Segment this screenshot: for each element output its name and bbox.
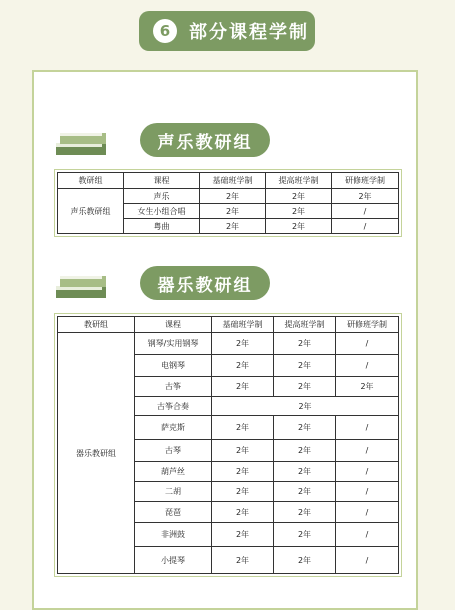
course-cell: 古筝 [135,377,212,397]
advanced-cell: 2年 [274,523,336,547]
col-header-group: 教研组 [58,317,135,333]
course-cell: 非洲鼓 [135,523,212,547]
books-icon [54,123,109,157]
research-cell: / [336,547,399,574]
research-cell: 2年 [332,189,399,204]
course-cell: 葫芦丝 [135,462,212,482]
advanced-cell: 2年 [266,189,332,204]
advanced-cell: 2年 [274,547,336,574]
research-cell: / [336,355,399,377]
research-cell: / [336,416,399,440]
advanced-cell: 2年 [266,204,332,219]
basic-cell: 2年 [200,189,266,204]
advanced-cell: 2年 [274,377,336,397]
col-header-basic: 基础班学制 [212,317,274,333]
col-header-basic: 基础班学制 [200,173,266,189]
course-cell: 二胡 [135,482,212,502]
basic-cell: 2年 [212,462,274,482]
basic-cell: 2年 [212,482,274,502]
instrument-table [57,316,399,574]
basic-cell: 2年 [212,440,274,462]
research-cell: / [332,204,399,219]
basic-cell: 2年 [200,204,266,219]
section-badge [139,11,315,51]
research-cell: / [336,482,399,502]
course-cell: 琵琶 [135,502,212,523]
basic-cell: 2年 [212,355,274,377]
col-header-advanced: 提高班学制 [274,317,336,333]
course-cell: 粤曲 [124,219,200,234]
col-header-course: 课程 [124,173,200,189]
table-header-row [58,173,399,189]
section-number: 6 [153,19,177,43]
instrument-section-title: 器乐教研组 [140,266,270,300]
merged-duration-cell: 2年 [212,397,399,416]
advanced-cell: 2年 [274,440,336,462]
course-cell: 钢琴/实用钢琴 [135,333,212,355]
research-cell: 2年 [336,377,399,397]
course-cell: 女生小组合唱 [124,204,200,219]
instrument-section-header [54,266,274,300]
col-header-advanced: 提高班学制 [266,173,332,189]
group-cell: 声乐教研组 [58,189,124,234]
course-cell: 古琴 [135,440,212,462]
advanced-cell: 2年 [274,462,336,482]
advanced-cell: 2年 [274,416,336,440]
table-row [58,333,399,355]
course-cell: 电钢琴 [135,355,212,377]
col-header-course: 课程 [135,317,212,333]
advanced-cell: 2年 [274,502,336,523]
section-title: 部分课程学制 [189,22,309,43]
basic-cell: 2年 [212,502,274,523]
research-cell: / [336,523,399,547]
basic-cell: 2年 [212,416,274,440]
course-cell: 古筝合奏 [135,397,212,416]
vocal-table [57,172,399,234]
group-cell: 器乐教研组 [58,333,135,574]
basic-cell: 2年 [212,523,274,547]
col-header-research: 研修班学制 [332,173,399,189]
course-cell: 萨克斯 [135,416,212,440]
advanced-cell: 2年 [274,355,336,377]
col-header-research: 研修班学制 [336,317,399,333]
basic-cell: 2年 [212,377,274,397]
advanced-cell: 2年 [274,482,336,502]
vocal-section-header [54,123,274,157]
advanced-cell: 2年 [274,333,336,355]
research-cell: / [336,440,399,462]
research-cell: / [332,219,399,234]
col-header-group: 教研组 [58,173,124,189]
basic-cell: 2年 [200,219,266,234]
course-cell: 声乐 [124,189,200,204]
research-cell: / [336,462,399,482]
research-cell: / [336,333,399,355]
advanced-cell: 2年 [266,219,332,234]
table-row [58,189,399,204]
course-cell: 小提琴 [135,547,212,574]
books-icon [54,266,109,300]
vocal-section-title: 声乐教研组 [140,123,270,157]
research-cell: / [336,502,399,523]
basic-cell: 2年 [212,333,274,355]
table-header-row [58,317,399,333]
basic-cell: 2年 [212,547,274,574]
